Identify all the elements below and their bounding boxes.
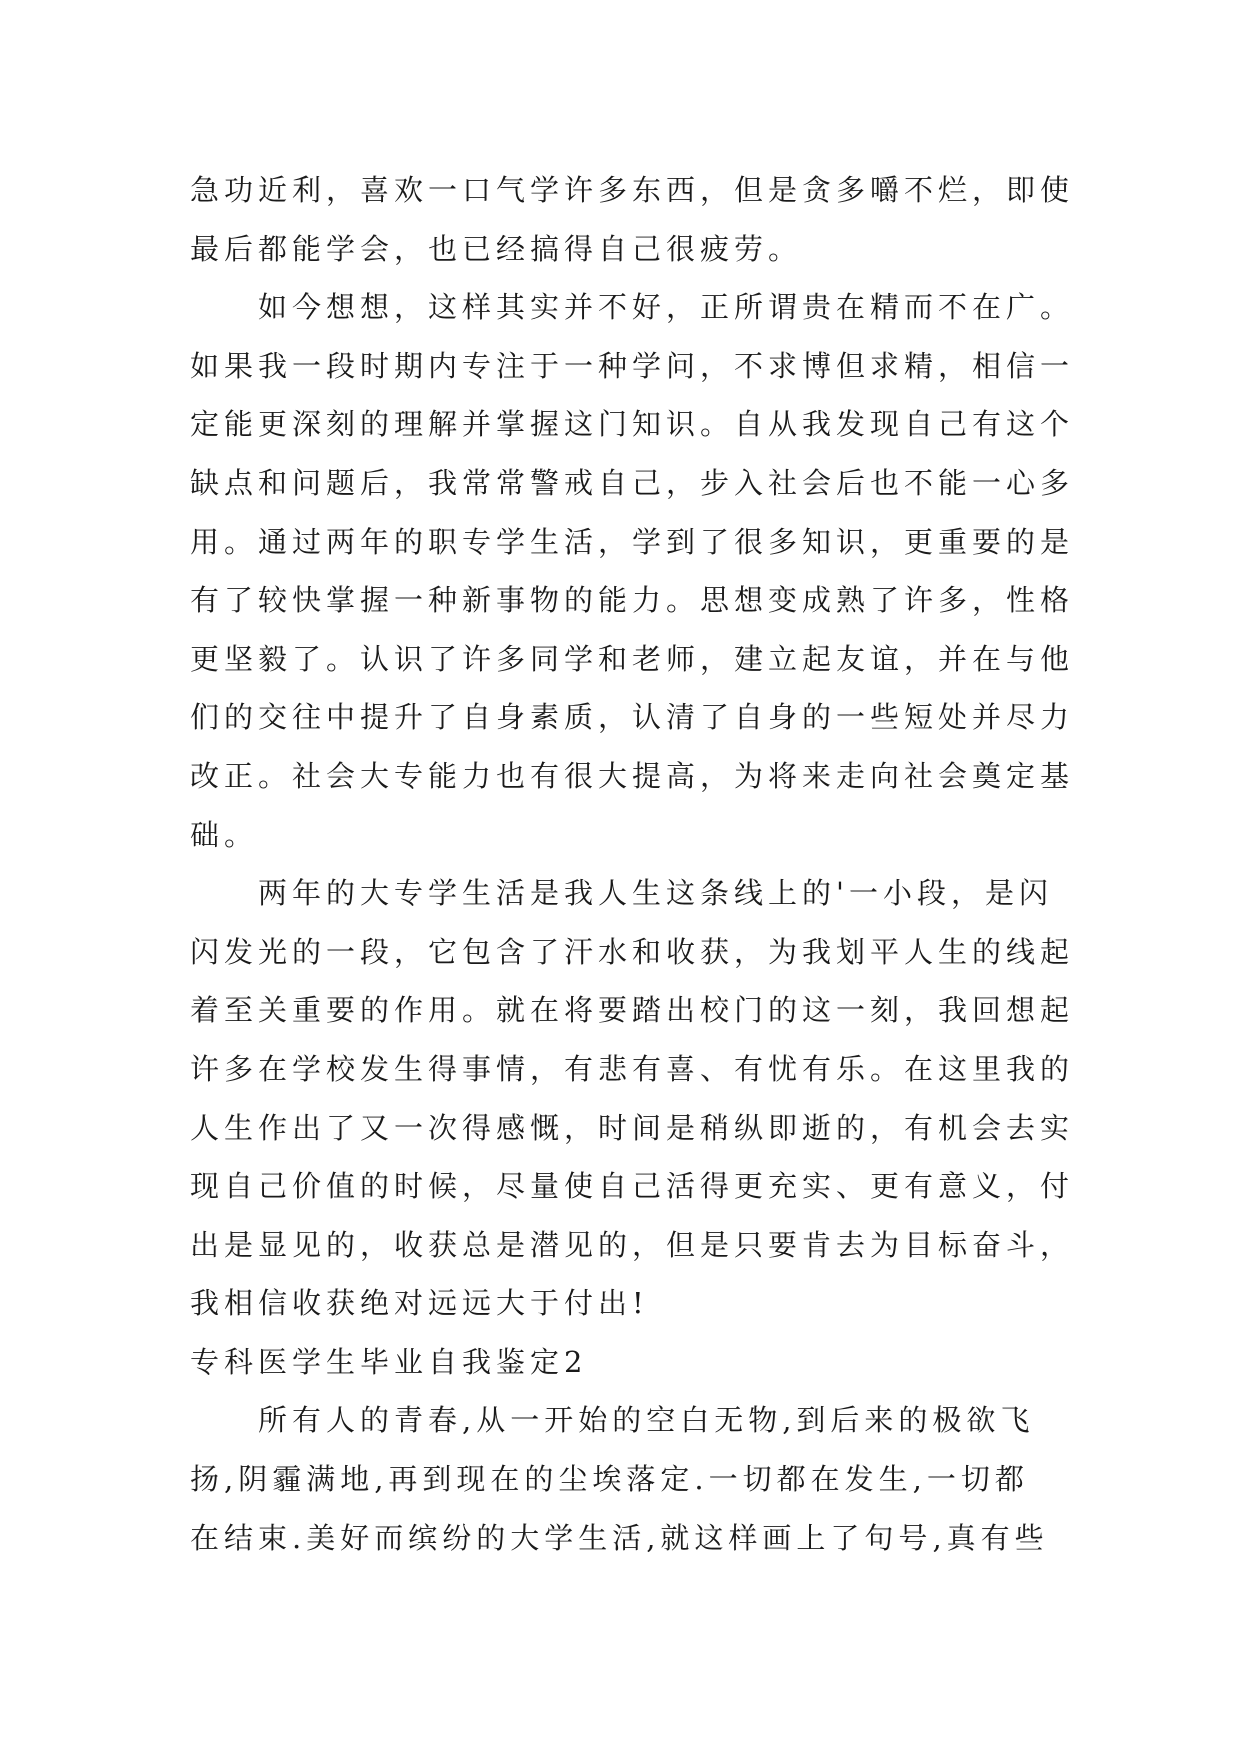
paragraph-line: 如今想想，这样其实并不好，正所谓贵在精而不在广。 [258, 290, 1075, 325]
paragraph-line: 用。通过两年的职专学生活，学到了很多知识，更重要的是 [190, 524, 1075, 559]
paragraph-line: 所有人的青春,从一开始的空白无物,到后来的极欲飞 [258, 1403, 1035, 1438]
paragraph-line: 定能更深刻的理解并掌握这门知识。自从我发现自己有这个 [190, 407, 1075, 442]
document-body [190, 161, 1090, 1567]
paragraph-line: 人生作出了又一次得感慨，时间是稍纵即逝的，有机会去实 [190, 1110, 1075, 1145]
paragraph-line: 缺点和问题后，我常常警戒自己，步入社会后也不能一心多 [190, 465, 1075, 500]
paragraph-line: 闪发光的一段，它包含了汗水和收获，为我划平人生的线起 [190, 934, 1075, 969]
paragraph-line: 急功近利，喜欢一口气学许多东西，但是贪多嚼不烂，即使 [190, 173, 1075, 207]
paragraph-line: 如果我一段时期内专注于一种学问，不求博但求精，相信一 [190, 348, 1075, 383]
paragraph-line: 在结束.美好而缤纷的大学生活,就这样画上了句号,真有些 [190, 1520, 1049, 1555]
paragraph-line: 更坚毅了。认识了许多同学和老师，建立起友谊，并在与他 [190, 641, 1075, 676]
paragraph-line: 扬,阴霾满地,再到现在的尘埃落定.一切都在发生,一切都 [190, 1462, 1029, 1497]
section-heading: 专科医学生毕业自我鉴定2 [190, 1344, 588, 1379]
paragraph-line: 两年的大专学生活是我人生这条线上的'一小段，是闪 [258, 876, 1053, 911]
paragraph-line: 现自己价值的时候，尽量使自己活得更充实、更有意义，付 [190, 1169, 1075, 1204]
paragraph-line: 最后都能学会，也已经搞得自己很疲劳。 [190, 231, 803, 266]
paragraph-line: 着至关重要的作用。就在将要踏出校门的这一刻，我回想起 [190, 993, 1075, 1028]
paragraph-line: 出是显见的，收获总是潜见的，但是只要肯去为目标奋斗， [190, 1227, 1075, 1262]
paragraph-line: 有了较快掌握一种新事物的能力。思想变成熟了许多，性格 [190, 583, 1075, 618]
paragraph-line: 我相信收获绝对远远大于付出! [190, 1286, 649, 1321]
paragraph-line: 许多在学校发生得事情，有悲有喜、有忧有乐。在这里我的 [190, 1051, 1075, 1086]
paragraph-line: 础。 [190, 817, 259, 852]
paragraph-line: 改正。社会大专能力也有很大提高，为将来走向社会奠定基 [190, 758, 1075, 793]
paragraph-line: 们的交往中提升了自身素质，认清了自身的一些短处并尽力 [190, 700, 1075, 735]
